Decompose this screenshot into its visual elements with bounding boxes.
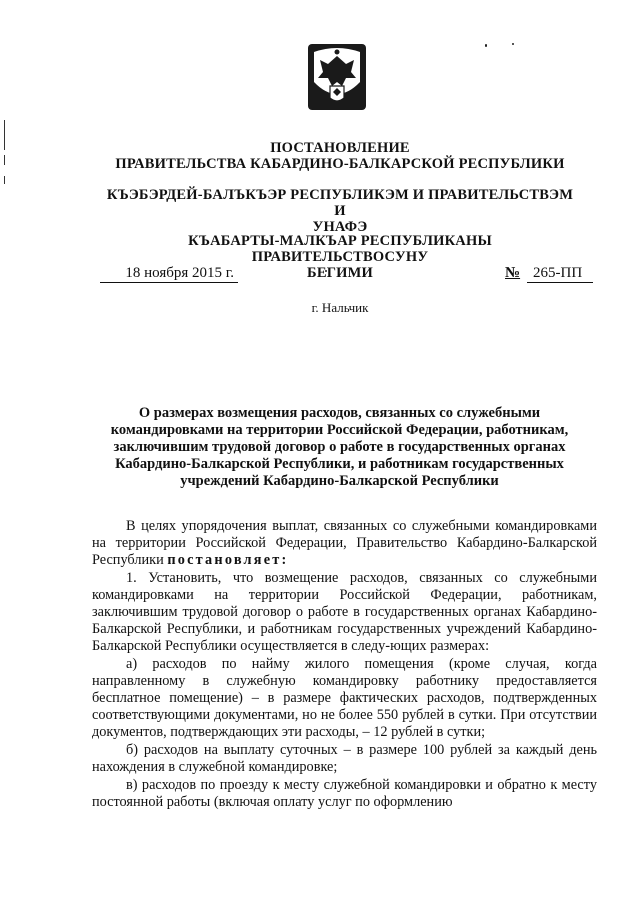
intro-paragraph xyxy=(92,518,597,569)
title-line: Кабардино-Балкарской Республики, и работникам государственных xyxy=(115,456,564,472)
coat-of-arms-emblem xyxy=(306,42,368,112)
heading-line: КЪАБАРТЫ-МАЛКЪАР РЕСПУБЛИКАНЫ ПРАВИТЕЛЬСТВОСУНУ xyxy=(188,233,492,265)
document-date: 18 ноября 2015 г. xyxy=(100,264,238,283)
heading-line: КЪЭБЭРДЕЙ-БАЛЪКЪЭР РЕСПУБЛИКЭМ И ПРАВИТЕЛЬСТВЭМ И xyxy=(106,187,574,219)
paragraph-1: 1. Установить, что возмещение расходов, связанных со служебными командировками на территории Российской Федерации, работникам, заключившим трудовой договор о работе в государственных органах Кабардино-Балкарской Республики, и работникам государственных учреждений Кабардино-Балкарской Республики осуществляется в следу-ющих размерах: xyxy=(92,570,597,654)
resolves-keyword: постановляет: xyxy=(167,552,289,568)
scan-speck xyxy=(512,43,514,45)
paragraph-b: б) расходов на выплату суточных – в размере 100 рублей за каждый день нахождения в служебной командировке; xyxy=(92,742,597,775)
title-line: О размерах возмещения расходов, связанных со служебными xyxy=(138,405,541,421)
scan-speck xyxy=(485,44,487,47)
paragraph-a: а) расходов по найму жилого помещения (кроме случая, когда направленному в служебную командировку работнику предоставляется бесплатное помещение) – в размере фактических расходов, подтвержденных соответствующими документами, но не более 550 рублей в сутки. При отсутствии документов, подтверждающих эти расходы, – 12 рублей в сутки; xyxy=(92,656,597,740)
heading-line: ПОСТАНОВЛЕНИЕ xyxy=(270,140,410,156)
paragraph-c: в) расходов по проезду к месту служебной командировки и обратно к месту постоянной работы (включая оплату услуг по оформлению xyxy=(92,777,597,810)
city: г. Нальчик xyxy=(311,300,369,315)
document-body xyxy=(92,518,597,812)
kabardian-heading xyxy=(100,187,580,235)
heading-line: УНАФЭ xyxy=(312,219,368,235)
heading-line: БЕГИМИ xyxy=(307,265,373,281)
margin-mark xyxy=(4,155,5,165)
title-line: учреждений Кабардино-Балкарской Республики xyxy=(180,473,499,489)
margin-mark xyxy=(4,176,5,184)
heading-line: ПРАВИТЕЛЬСТВА КАБАРДИНО-БАЛКАРСКОЙ РЕСПУБЛИКИ xyxy=(115,156,565,172)
margin-mark xyxy=(4,120,5,150)
title-line: командировками на территории Российской Федерации, работникам, xyxy=(110,422,569,438)
document-title xyxy=(92,405,587,490)
title-line: заключившим трудовой договор о работе в государственных органах xyxy=(113,439,566,455)
intro-text: В целях упорядочения выплат, связанных со служебными командировками на территории Российской Федерации, Правительство Кабардино-Балкарской Республики xyxy=(92,518,597,568)
document-type-heading xyxy=(100,140,580,172)
document-number: 265-ПП xyxy=(527,264,593,283)
number-label: № xyxy=(505,265,521,281)
